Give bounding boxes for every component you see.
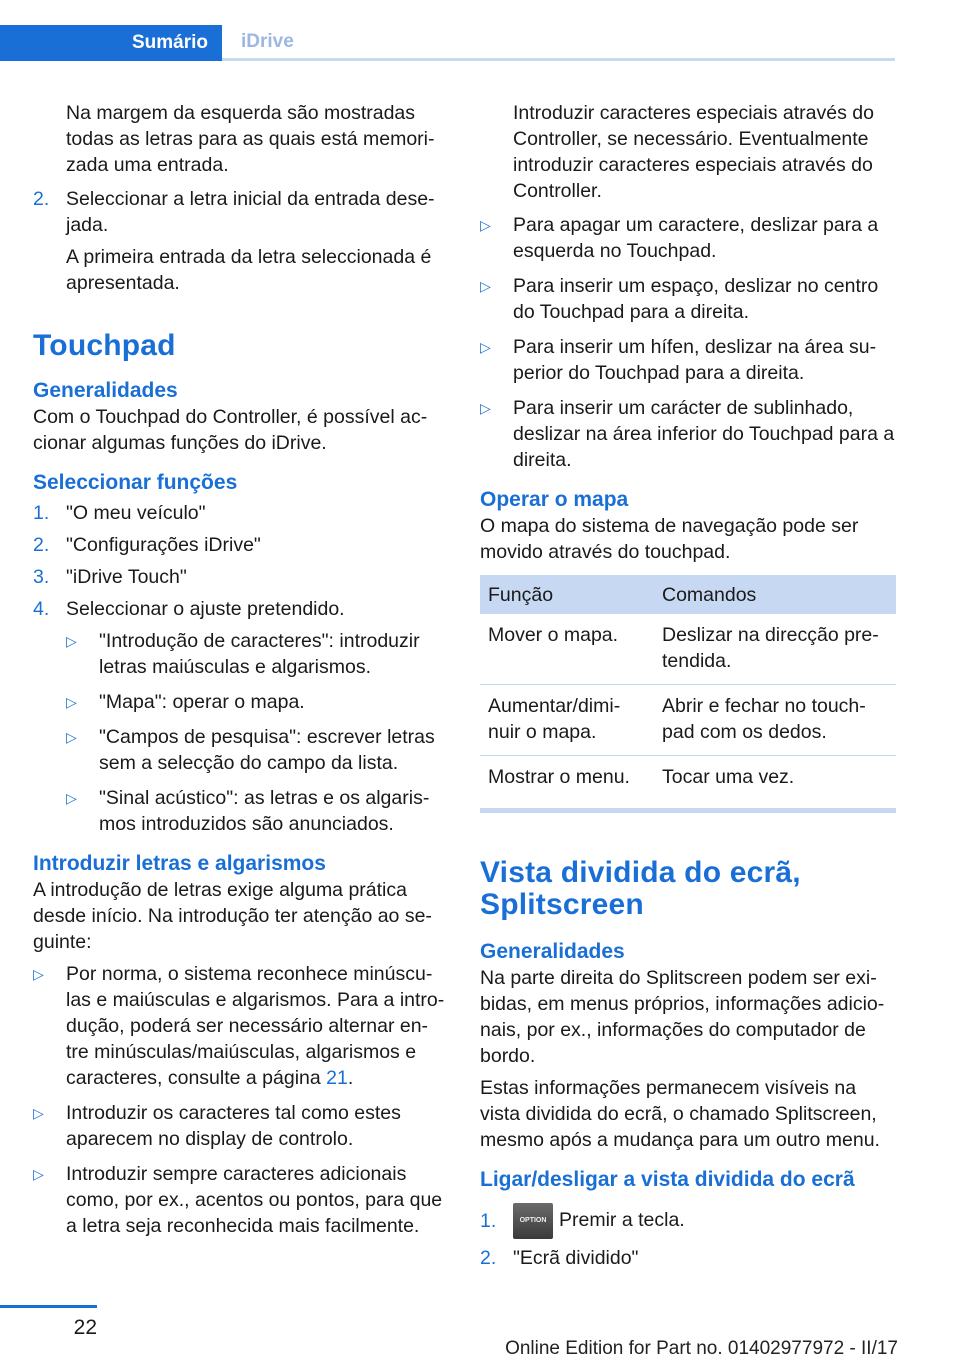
table-header: Comandos [654,575,896,614]
numbered-step [33,500,447,526]
bullet-text: "Introdução de caracteres": introduzir letras maiúsculas e algarismos. [99,630,420,678]
bullet-text: Introduzir sempre caracteres adicionais como, por ex., acentos ou pontos, para que a letra seja reconhecida mais facilmente. [66,1163,443,1237]
step-number: 1. [480,1210,497,1232]
step-number: 2. [33,534,50,556]
numbered-step [480,1245,896,1271]
list-item [66,628,447,680]
list-item [480,273,896,325]
bullet-text: "Campos de pesquisa": escrever letras sem a selecção do campo da lista. [99,726,435,774]
bullet-text: Por norma, o sistema reconhece minúscu‐ las e maiúsculas e algarismos. Para a intro‐ dução, poderá ser necessário alternar en‐ tre minúsculas/maiúsculas, algarismos e caracteres, consulte a página 21. [66,963,445,1089]
list-item [33,1100,447,1152]
table-header-row [480,575,896,614]
table-cell: Aumentar/dimi‐ nuir o mapa. [480,685,654,756]
paragraph: Introduzir caracteres especiais através do Controller, se necessário. Eventualmente introduzir caracteres especiais através do Controller. [513,102,874,202]
bullet-text: "Mapa": operar o mapa. [99,691,305,713]
step-number: 3. [33,566,50,588]
triangle-bullet-icon: ▷ [33,1105,44,1121]
triangle-bullet-icon: ▷ [33,966,44,982]
numbered-step [33,564,447,590]
numbered-step [33,186,447,238]
step-text: "iDrive Touch" [66,566,187,588]
triangle-bullet-icon: ▷ [66,729,77,745]
list-item [480,334,896,386]
triangle-bullet-icon: ▷ [66,790,77,806]
paragraph: Com o Touchpad do Controller, é possível ac‐ cionar algumas funções do iDrive. [33,406,428,454]
tab-idrive[interactable]: iDrive [222,25,895,61]
table-cell: Mover o mapa. [480,614,654,685]
commands-table [480,575,896,800]
tab-summary[interactable]: Sumário [0,25,222,61]
step-number: 1. [33,502,50,524]
bullet-text: Para inserir um espaço, deslizar no centro do Touchpad para a direita. [513,275,879,323]
bullet-text: Para apagar um caractere, deslizar para a esquerda no Touchpad. [513,214,879,262]
header-bar [0,25,895,61]
step-text: OPTION Premir a tecla. [513,1203,685,1239]
left-column [33,100,447,1248]
edition-text: Online Edition for Part no. 01402977972 - II/17 [505,1338,898,1359]
table-row [480,756,896,801]
heading-toggle-split: Ligar/desligar a vista dividida do ecrã [480,1168,855,1191]
list-item [66,785,447,837]
footer-rule [0,1305,97,1308]
paragraph: Na parte direita do Splitscreen podem ser exi‐ bidas, em menus próprios, informações adicio‐ nais, por ex., informações do computador de bordo. [480,967,885,1067]
heading-general: Generalidades [480,940,625,963]
triangle-bullet-icon: ▷ [480,278,491,294]
step-text: "O meu veículo" [66,502,206,524]
table-bottom-rule [480,808,896,813]
numbered-step [480,1203,896,1239]
heading-select-functions: Seleccionar funções [33,471,238,494]
table-row [480,685,896,756]
paragraph: Estas informações permanecem visíveis na vista dividida do ecrã, o chamado Splitscreen, mesmo após a mudança para um outro menu. [480,1077,880,1151]
numbered-step [33,532,447,558]
heading-general: Generalidades [33,379,178,402]
right-column [480,100,896,1277]
bullet-text: Para inserir um hífen, deslizar na área su‐ perior do Touchpad para a direita. [513,336,877,384]
bullet-text: Introduzir os caracteres tal como estes aparecem no display de controlo. [66,1102,401,1150]
page-number: 22 [73,1316,97,1339]
page-link[interactable]: 21 [326,1067,348,1089]
step-text: "Configurações iDrive" [66,534,261,556]
triangle-bullet-icon: ▷ [33,1166,44,1182]
table-cell: Mostrar o menu. [488,766,630,788]
triangle-bullet-icon: ▷ [480,217,491,233]
sub-bullet-list [33,628,447,837]
step-number: 2. [33,188,50,210]
table-cell: Abrir e fechar no touch‐ pad com os dedos. [654,685,896,756]
table-cell: Deslizar na direcção pre‐ tendida. [654,614,896,685]
step-text: Seleccionar o ajuste pretendido. [66,598,345,620]
list-item [33,961,447,1091]
option-key-icon: OPTION [513,1203,553,1239]
list-item [33,1161,447,1239]
list-item [66,724,447,776]
paragraph: Na margem da esquerda são mostradas todas as letras para as quais está memori‐ zada uma entrada. [66,102,435,176]
table-row [480,614,896,685]
numbered-step [33,596,447,622]
bullet-text: "Sinal acústico": as letras e os algaris‐ mos introduzidos são anunciados. [99,787,430,835]
step-text: Seleccionar a letra inicial da entrada dese‐ jada. [66,188,435,236]
paragraph: O mapa do sistema de navegação pode ser movido através do touchpad. [480,515,859,563]
list-item [66,689,447,715]
bullet-text: Para inserir um carácter de sublinhado, deslizar na área inferior do Touchpad para a direita. [513,397,895,471]
table-header: Função [480,575,654,614]
heading-input-letters: Introduzir letras e algarismos [33,852,326,875]
heading-touchpad: Touchpad [33,329,176,362]
step-number: 2. [480,1247,497,1269]
triangle-bullet-icon: ▷ [480,400,491,416]
step-detail: A primeira entrada da letra seleccionada é apresentada. [66,246,432,294]
triangle-bullet-icon: ▷ [66,694,77,710]
list-item [480,395,896,473]
table-cell: Tocar uma vez. [662,766,795,788]
triangle-bullet-icon: ▷ [66,633,77,649]
list-item [480,212,896,264]
paragraph: A introdução de letras exige alguma prática desde início. Na introdução ter atenção ao se‐ guinte: [33,879,432,953]
triangle-bullet-icon: ▷ [480,339,491,355]
heading-splitscreen: Vista dividida do ecrã, Splitscreen [480,856,801,921]
step-number: 4. [33,598,50,620]
heading-operate-map: Operar o mapa [480,488,629,511]
step-text: "Ecrã dividido" [513,1247,639,1269]
